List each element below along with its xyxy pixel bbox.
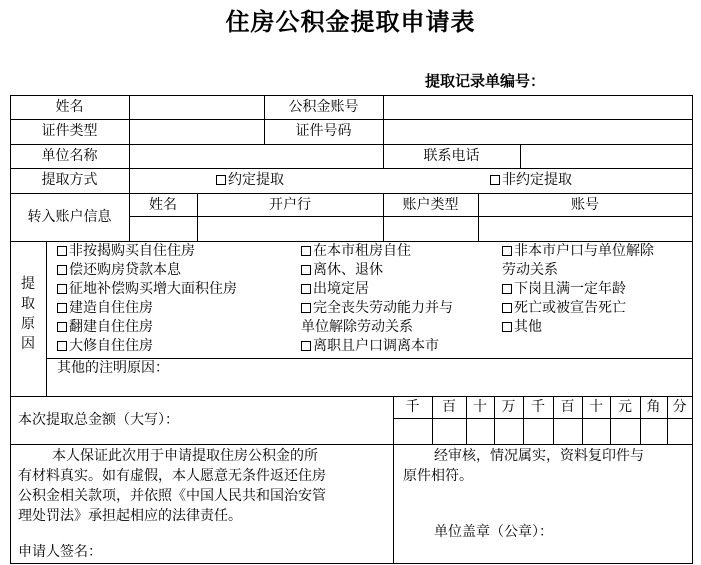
reason-option[interactable] (301, 262, 383, 278)
unit-cell: 千 (531, 399, 545, 415)
reason-option-label: 离职且户口调离本市 (313, 338, 439, 354)
reason-option[interactable] (502, 300, 626, 316)
reason-option[interactable] (57, 300, 153, 316)
method-nonagreed-option[interactable] (490, 172, 572, 188)
method-label: 提取方式 (41, 172, 98, 188)
col-divider (129, 95, 130, 242)
reason-option[interactable] (301, 281, 369, 297)
checkbox-icon[interactable] (57, 284, 67, 294)
form-title: 住房公积金提取申请表 (225, 7, 476, 36)
other-reason-label: 其他的注明原因： (57, 360, 169, 376)
checkbox-icon[interactable] (57, 246, 67, 256)
reason-option[interactable] (57, 243, 195, 259)
reason-option-label: 偿还购房贷款本息 (69, 262, 181, 278)
row-divider (10, 444, 693, 445)
declaration-line: 理处罚法》承担起相应的法律责任。 (18, 508, 242, 524)
signature-label: 申请人签名： (18, 544, 102, 560)
col-divider (46, 241, 47, 397)
checkbox-icon[interactable] (301, 303, 311, 313)
reason-option[interactable] (57, 338, 153, 354)
reason-option[interactable] (57, 262, 181, 278)
name-label: 姓名 (55, 99, 84, 115)
unit-cell: 千 (405, 399, 420, 415)
method-nonagreed-label: 非约定提取 (502, 172, 572, 188)
reason-option-label: 出境定居 (313, 281, 369, 297)
declaration-line: 公积金相关款项，并依照《中国人民共和国治安管 (18, 488, 326, 504)
phone-label: 联系电话 (423, 148, 480, 164)
unit-cell: 十 (473, 399, 487, 415)
reason-option-label: 在本市租房自住 (313, 243, 411, 259)
reason-option[interactable] (502, 319, 542, 335)
reason-option-label: 下岗且满一定年龄 (514, 281, 626, 297)
reason-option-label: 大修自住住房 (69, 338, 153, 354)
row-divider (10, 241, 693, 242)
review-line: 经审核，情况属实，资料复印件与 (434, 448, 644, 464)
account-type-label: 账户类型 (402, 197, 459, 213)
unit-cell: 百 (560, 399, 575, 415)
reason-option[interactable] (301, 300, 453, 316)
checkbox-icon[interactable] (502, 303, 512, 313)
checkbox-icon[interactable] (301, 246, 311, 256)
method-agreed-option[interactable] (216, 172, 284, 188)
table-border-bottom (10, 563, 693, 564)
fund-account-label: 公积金账号 (288, 99, 359, 115)
row-divider (10, 396, 693, 397)
checkbox-icon[interactable] (490, 175, 500, 185)
declaration-line: 有材料真实。如有虚假，本人愿意无条件返还住房 (18, 468, 326, 484)
col-divider (393, 396, 394, 564)
review-line: 原件相符。 (403, 468, 473, 484)
reason-option[interactable] (502, 243, 654, 259)
row-divider (393, 418, 693, 419)
reason-label-char: 取 (21, 296, 35, 312)
reason-option-label-cont: 劳动关系 (502, 262, 558, 278)
reason-label-char: 因 (21, 336, 35, 352)
row-divider (10, 193, 693, 194)
reason-option-label: 死亡或被宣告死亡 (514, 300, 626, 316)
checkbox-icon[interactable] (57, 303, 67, 313)
checkbox-icon[interactable] (301, 265, 311, 275)
col-divider (520, 144, 521, 168)
id-type-label: 证件类型 (41, 123, 98, 139)
seal-label: 单位盖章（公章）： (434, 524, 553, 540)
reason-option[interactable] (301, 338, 439, 354)
reason-option[interactable] (57, 281, 237, 297)
row-divider (10, 144, 693, 145)
reason-option[interactable] (57, 319, 153, 335)
unit-cell: 元 (618, 399, 632, 415)
unit-cell: 角 (646, 399, 661, 415)
reason-option-label: 翻建自住住房 (69, 319, 153, 335)
unit-cell: 十 (589, 399, 603, 415)
table-border-top (10, 95, 693, 96)
reason-option[interactable] (301, 243, 411, 259)
reason-option-label: 非按揭购买自住住房 (69, 243, 195, 259)
unit-cell: 百 (442, 399, 456, 415)
checkbox-icon[interactable] (216, 175, 226, 185)
table-border-right (692, 95, 693, 564)
amount-label: 本次提取总金额（大写）： (18, 412, 179, 428)
reason-label-char: 原 (21, 316, 35, 332)
transfer-info-label: 转入账户信息 (27, 209, 112, 225)
row-divider (46, 358, 693, 359)
transfer-name-label: 姓名 (149, 197, 177, 213)
reason-option-label: 完全丧失劳动能力并与 (313, 300, 453, 316)
method-agreed-label: 约定提取 (228, 172, 284, 188)
row-divider (129, 216, 693, 217)
reason-option-label: 建造自住住房 (69, 300, 153, 316)
reason-option-label: 其他 (514, 319, 542, 335)
checkbox-icon[interactable] (57, 265, 67, 275)
row-divider (10, 168, 693, 169)
reason-option-label: 离休、退休 (313, 262, 383, 278)
checkbox-icon[interactable] (57, 341, 67, 351)
account-number-label: 账号 (571, 197, 599, 213)
row-divider (10, 119, 693, 120)
id-number-label: 证件号码 (295, 123, 352, 139)
employer-label: 单位名称 (41, 148, 98, 164)
unit-cell: 万 (501, 399, 516, 415)
checkbox-icon[interactable] (57, 322, 67, 332)
reason-option-label: 非本市户口与单位解除 (514, 243, 654, 259)
checkbox-icon[interactable] (502, 322, 512, 332)
reason-option-label-cont: 单位解除劳动关系 (301, 319, 413, 335)
checkbox-icon[interactable] (502, 246, 512, 256)
checkbox-icon[interactable] (502, 284, 512, 294)
declaration-line: 本人保证此次用于申请提取住房公积金的所 (52, 448, 318, 464)
checkbox-icon[interactable] (301, 284, 311, 294)
reason-option-label: 征地补偿购买增大面积住房 (69, 281, 237, 297)
reason-option[interactable] (502, 281, 626, 297)
reason-label-char: 提 (21, 276, 35, 292)
record-number-label: 提取记录单编号： (425, 72, 546, 90)
bank-label: 开户行 (269, 197, 311, 213)
checkbox-icon[interactable] (301, 341, 311, 351)
unit-cell: 分 (672, 399, 687, 415)
col-divider (383, 95, 384, 144)
